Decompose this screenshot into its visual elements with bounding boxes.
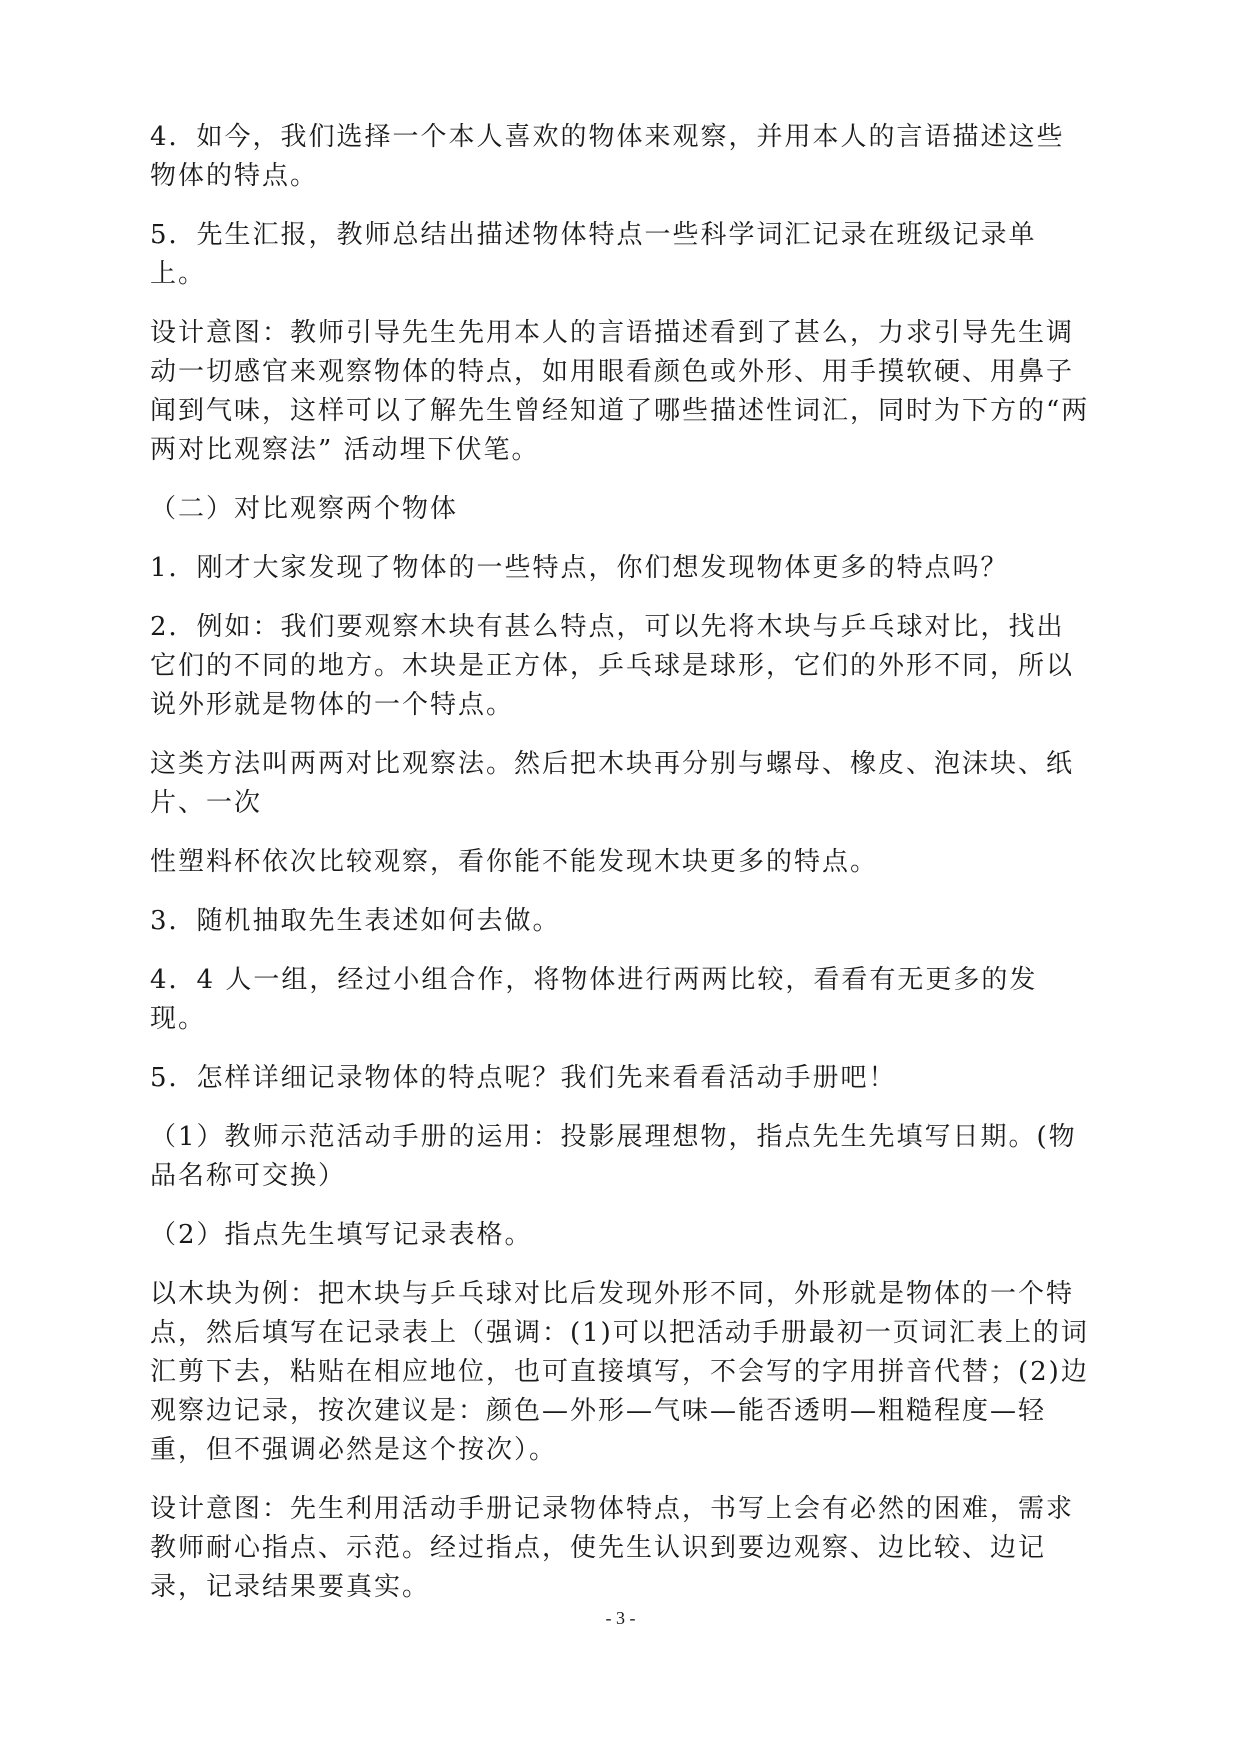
paragraph-method-a: 这类方法叫两两对比观察法。然后把木块再分别与螺母、橡皮、泡沫块、纸片、一次 — [150, 749, 1075, 818]
paragraph-method-b: 性塑料杯依次比较观察，看你能不能发现木块更多的特点。 — [150, 847, 879, 877]
paragraph-step-2: 2．例如：我们要观察木块有甚么特点，可以先将木块与乒乓球对比，找出它们的不同的地方。木块是正方体，乒乓球是球形，它们的外形不同，所以说外形就是物体的一个特点。 — [150, 612, 1075, 720]
paragraph-step-5: 5．怎样详细记录物体的特点呢？我们先来看看活动手册吧！ — [150, 1063, 897, 1093]
section-heading-2: （二）对比观察两个物体 — [150, 494, 459, 524]
paragraph-design-intent-1: 设计意图：教师引导先生先用本人的言语描述看到了甚么，力求引导先生调动一切感官来观察物体的特点，如用眼看颜色或外形、用手摸软硬、用鼻子闻到气味，这样可以了解先生曾经知道了哪些描述性词汇，同时为下方的“两两对比观察法” 活动埋下伏笔。 — [150, 318, 1090, 465]
paragraph-substep-2: （2）指点先生填写记录表格。 — [150, 1220, 533, 1250]
paragraph-step-3: 3．随机抽取先生表述如何去做。 — [150, 906, 561, 936]
page-body — [150, 118, 1090, 1627]
paragraph-step-1: 1．刚才大家发现了物体的一些特点，你们想发现物体更多的特点吗？ — [150, 553, 1009, 583]
paragraph-design-intent-2: 设计意图：先生利用活动手册记录物体特点，书写上会有必然的困难，需求教师耐心指点、示范。经过指点，使先生认识到要边观察、边比较、边记录，记录结果要真实。 — [150, 1494, 1075, 1602]
page-number: - 3 - — [605, 1608, 636, 1628]
paragraph-step-4: 4．4 人一组，经过小组合作，将物体进行两两比较，看看有无更多的发现。 — [150, 965, 1038, 1034]
paragraph-item-5: 5．先生汇报，教师总结出描述物体特点一些科学词汇记录在班级记录单上。 — [150, 220, 1037, 289]
paragraph-example: 以木块为例：把木块与乒乓球对比后发现外形不同，外形就是物体的一个特点，然后填写在记录表上（强调：(1)可以把活动手册最初一页词汇表上的词汇剪下去，粘贴在相应地位，也可直接填写，不会写的字用拼音代替；(2)边观察边记录，按次建议是：颜色—外形—气味—能否透明—粗糙程度—轻重，但不强调必然是这个按次）。 — [150, 1279, 1089, 1465]
paragraph-substep-1: （1）教师示范活动手册的运用：投影展理想物，指点先生先填写日期。(物品名称可交换） — [150, 1122, 1077, 1191]
paragraph-item-4: 4．如今，我们选择一个本人喜欢的物体来观察，并用本人的言语描述这些物体的特点。 — [150, 122, 1065, 191]
